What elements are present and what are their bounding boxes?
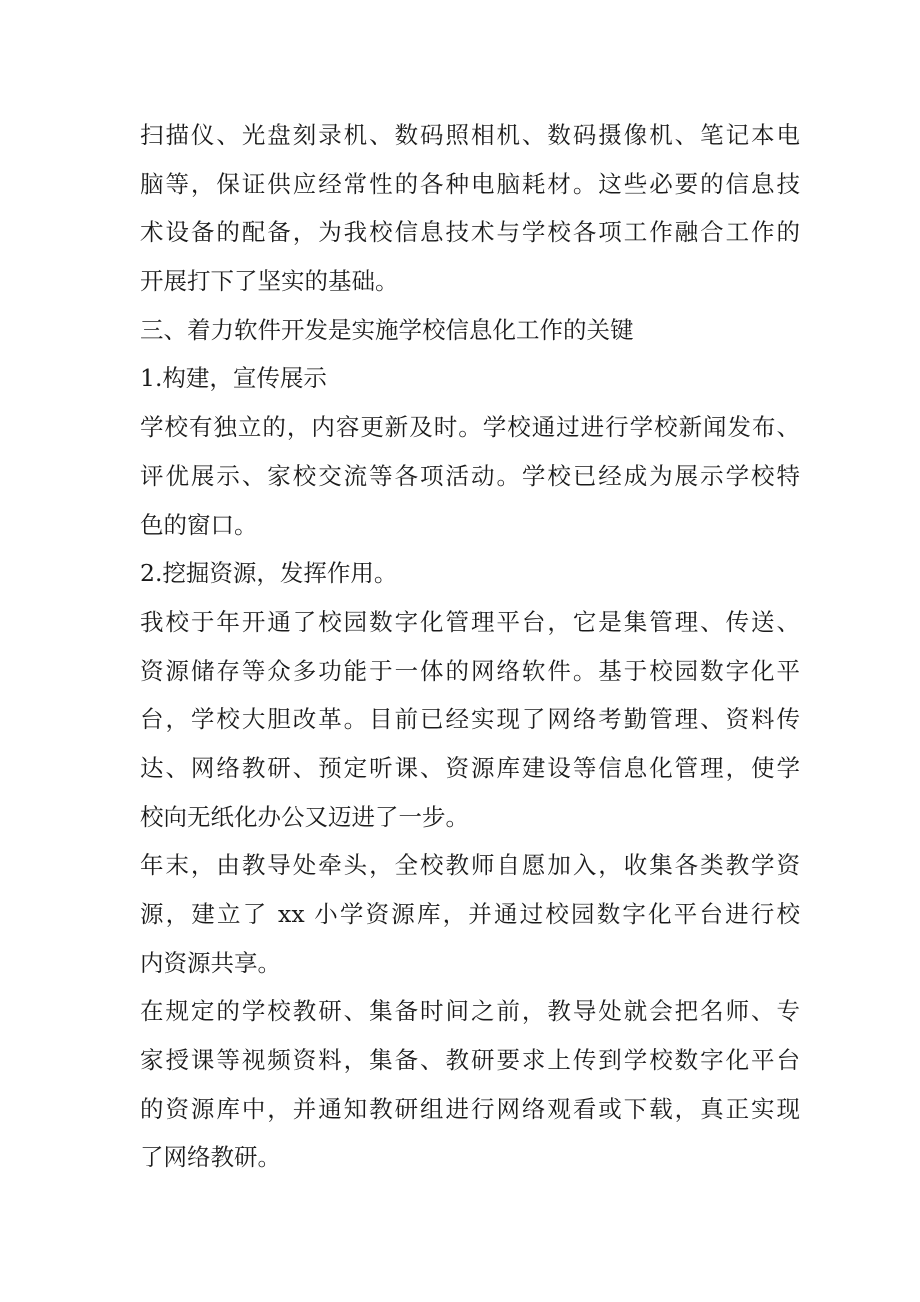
body-text-line: 脑等，保证供应经常性的各种电脑耗材。这些必要的信息技 [140,169,800,198]
body-text-line: 家授课等视频资料，集备、教研要求上传到学校数字化平台 [140,1046,800,1075]
body-text-line: 达、网络教研、预定听课、资源库建设等信息化管理，使学 [140,753,800,782]
body-text-line: 扫描仪、光盘刻录机、数码照相机、数码摄像机、笔记本电 [140,121,800,149]
body-text-line: 我校于年开通了校园数字化管理平台，它是集管理、传送、 [140,607,800,636]
body-text-line: 台，学校大胆改革。目前已经实现了网络考勤管理、资料传 [140,705,800,734]
body-text-line: 色的窗口。 [140,510,258,539]
body-text-line: 源，建立了 xx 小学资源库，并通过校园数字化平台进行校 [140,900,800,928]
body-text-line: 内资源共享。 [140,948,281,977]
body-text-line: 学校有独立的，内容更新及时。学校通过进行学校新闻发布、 [140,413,800,442]
subsection-heading: 2.挖掘资源，发挥作用。 [140,559,398,588]
body-text-line: 资源储存等众多功能于一体的网络软件。基于校园数字化平 [140,656,800,685]
subsection-heading: 1.构建，宣传展示 [140,364,327,393]
body-text-line: 在规定的学校教研、集备时间之前，教导处就会把名师、专 [140,997,800,1026]
body-text-line: 了网络教研。 [140,1143,281,1172]
body-text-line: 术设备的配备，为我校信息技术与学校各项工作融合工作的 [140,218,800,247]
body-text-line: 开展打下了坚实的基础。 [140,267,399,296]
body-text-line: 年末，由教导处牵头，全校教师自愿加入，收集各类教学资 [140,851,800,880]
document-body [140,111,800,1182]
body-text-line: 校向无纸化办公又迈进了一步。 [140,802,469,831]
section-heading: 三、着力软件开发是实施学校信息化工作的关键 [140,315,634,344]
body-text-line: 评优展示、家校交流等各项活动。学校已经成为展示学校特 [140,461,800,490]
body-text-line: 的资源库中，并通知教研组进行网络观看或下载，真正实现 [140,1094,800,1123]
